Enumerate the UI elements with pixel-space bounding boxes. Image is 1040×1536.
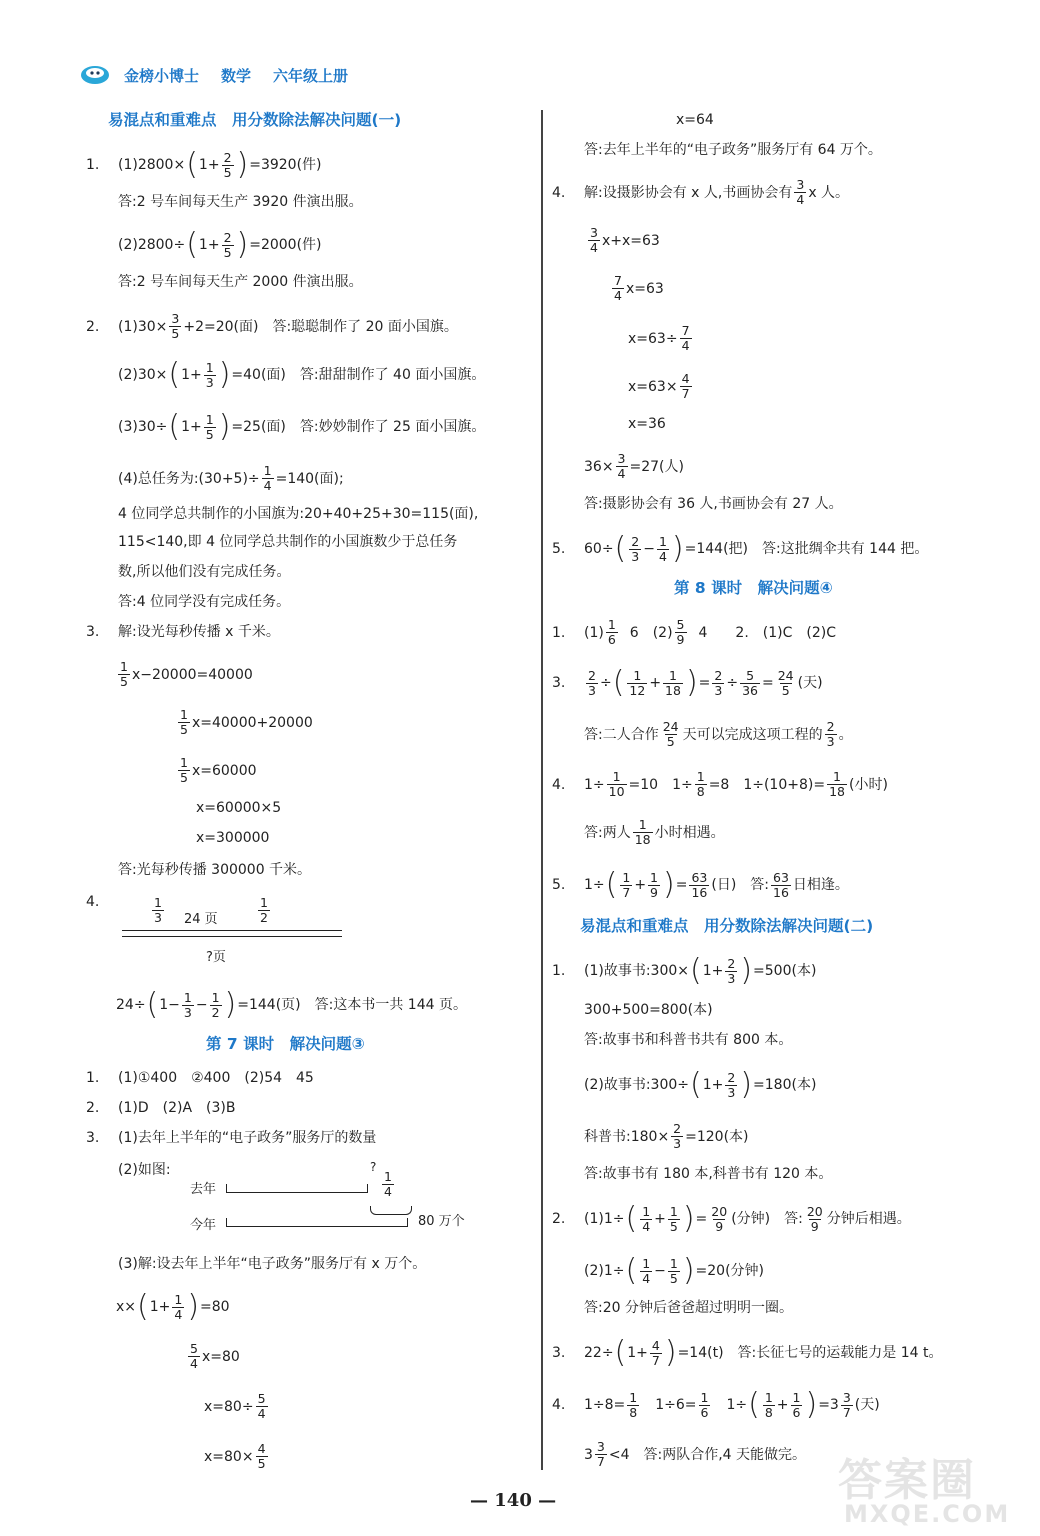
r8-q3: 3. $\frac{2}{3}$ ÷ ( $\frac{1}{12}$ + $\frac{1}{18}$ ) = $\frac{2}{3}$ ÷ $\frac{5}{36}$ = $\frac{24}{5}$ (天)	[552, 665, 823, 700]
q2-line-b: (2)30× ( 1+ $\frac{1}{3}$ ) =40(面) 答:甜甜制作了 40 面小国旗。	[118, 357, 486, 392]
brand-name: 金榜小博士	[124, 66, 200, 85]
q3-eq-1: $\frac{1}{5}$ x−20000=40000	[120, 659, 253, 689]
r-q4-eq-3: x=63÷ $\frac{7}{4}$	[628, 323, 690, 353]
r8-q4: 4. 1÷ $\frac{1}{10}$ =10 1÷ $\frac{1}{8}$ =8 1÷(10+8)= $\frac{1}{18}$ (小时)	[552, 769, 888, 799]
r4-line-2: 3 $\frac{3}{7}$ <4 答:两队合作,4 天能做完。	[584, 1439, 807, 1469]
q2-answer: 答:4 位同学没有完成任务。	[118, 594, 291, 610]
page-header	[80, 62, 370, 88]
r1-line-1: 1. (1)故事书:300× ( 1+ $\frac{2}{3}$ ) =500(本)	[552, 953, 817, 988]
q7-3-line-diagram: 去年 ? $\frac{1}{4}$ 今年 80 万个	[190, 1160, 465, 1233]
brand-logo-icon	[80, 64, 110, 86]
q2-line-5: 4 位同学总共制作的小国旗为:20+40+25+30=115(面),	[118, 506, 479, 522]
r1-line-5: 科普书:180× $\frac{2}{3}$ =120(本)	[584, 1121, 749, 1151]
section-title-3: 第 8 课时 解决问题④	[674, 579, 833, 597]
fraction: $\frac{2}{5}$	[223, 149, 232, 180]
q3-eq-5: x=300000	[196, 830, 270, 846]
q7-3-line-1: 3. (1)去年上半年的“电子政务”服务厅的数量	[86, 1130, 377, 1146]
q3-eq-2: $\frac{1}{5}$ x=40000+20000	[180, 707, 313, 737]
q3-answer: 答:光每秒传播 300000 千米。	[118, 862, 312, 878]
r1-line-6: 答:故事书有 180 本,科普书有 120 本。	[584, 1166, 833, 1182]
watermark	[838, 1444, 1028, 1528]
section-title-1: 易混点和重难点 用分数除法解决问题(一)	[108, 111, 402, 129]
r8-q3-answer: 答:二人合作 $\frac{24}{5}$ 天可以完成这项工程的 $\frac{2}{3}$ 。	[584, 719, 853, 749]
q7-3-eq-1: x× ( 1+ $\frac{1}{4}$ ) =80	[116, 1289, 230, 1324]
r3: 3. 22÷ ( 1+ $\frac{4}{7}$ ) =14(t) 答:长征七号的运载能力是 14 t。	[552, 1335, 943, 1370]
q2-line-6: 115<140,即 4 位同学总共制作的小国旗数少于总任务	[118, 534, 458, 550]
watermark-line-2: MXQE.COM	[844, 1500, 1011, 1528]
q1-answer-a: 答:2 号车间每天生产 3920 件演出服。	[118, 194, 363, 210]
subject-name: 数学	[221, 66, 252, 85]
r-q4-eq-2: $\frac{7}{4}$ x=63	[614, 273, 664, 303]
section-title-4: 易混点和重难点 用分数除法解决问题(二)	[580, 917, 874, 935]
q4-segment-diagram: $\frac{1}{3}$ $\frac{1}{2}$ 24 页 ?页	[146, 896, 316, 966]
r2-answer: 答:20 分钟后爸爸超过明明一圈。	[584, 1300, 793, 1316]
column-divider	[541, 110, 543, 1470]
q1-line-a: 1. (1)2800× ( 1+ $\frac{2}{5}$ ) =3920(件)	[86, 147, 322, 182]
q2-line-a: 2. (1)30× $\frac{3}{5}$ +2=20(面) 答:聪聪制作了 20 面小国旗。	[86, 311, 458, 341]
r-q4-eq-6: 36× $\frac{3}{4}$ =27(人)	[584, 451, 684, 481]
q4-calc: 24÷ ( 1− $\frac{1}{3}$ − $\frac{1}{2}$ ) =144(页) 答:这本书一共 144 页。	[116, 987, 467, 1022]
q7-3-line-2: (2)如图:	[118, 1162, 171, 1178]
q1-line-b: (2)2800÷ ( 1+ $\frac{2}{5}$ ) =2000(件)	[118, 227, 322, 262]
r-q4-eq-5: x=36	[628, 416, 666, 432]
q3-eq-4: x=60000×5	[196, 800, 282, 816]
r1-line-4: (2)故事书:300÷ ( 1+ $\frac{2}{3}$ ) =180(本)	[584, 1067, 817, 1102]
q7-3-eq-2: $\frac{5}{4}$ x=80	[190, 1341, 240, 1371]
q7-3-eq-4: x=80× $\frac{4}{5}$	[204, 1441, 266, 1471]
q7-3-line-3: (3)解:设去年上半年“电子政务”服务厅有 x 万个。	[118, 1256, 427, 1272]
r8-q5: 5. 1÷ ( $\frac{1}{7}$ + $\frac{1}{9}$ ) = $\frac{63}{16}$ (日) 答: $\frac{63}{16}$ 日相逢。	[552, 867, 849, 902]
q7-3-eq-3: x=80÷ $\frac{5}{4}$	[204, 1391, 266, 1421]
r-q5: 5. 60÷ ( $\frac{2}{3}$ − $\frac{1}{4}$ ) =144(把) 答:这批绸伞共有 144 把。	[552, 531, 929, 566]
r2-line-1: 2. (1)1÷ ( $\frac{1}{4}$ + $\frac{1}{5}$ ) = $\frac{20}{9}$ (分钟) 答: $\frac{20}{9}$ 分钟后相遇。	[552, 1201, 911, 1236]
q1-answer-b: 答:2 号车间每天生产 2000 件演出服。	[118, 274, 363, 290]
q4-bottom-label: ?页	[206, 950, 226, 965]
q3-line-1: 3. 解:设光每秒传播 x 千米。	[86, 624, 280, 640]
r1-line-2: 300+500=800(本)	[584, 1002, 713, 1018]
page-number: — 140 —	[470, 1490, 557, 1511]
r-top-answer: 答:去年上半年的“电子政务”服务厅有 64 万个。	[584, 142, 882, 158]
r4-line-1: 4. 1÷8= $\frac{1}{8}$ 1÷6= $\frac{1}{6}$ 1÷ ( $\frac{1}{8}$ + $\frac{1}{6}$ ) =3 $\frac{3}{7}$ (天)	[552, 1387, 880, 1422]
q4-mid-label: 24 页	[184, 912, 218, 927]
r8-q4-answer: 答:两人 $\frac{1}{18}$ 小时相遇。	[584, 817, 725, 847]
r-q4-eq-4: x=63× $\frac{4}{7}$	[628, 371, 690, 401]
grade-name: 六年级上册	[273, 66, 349, 85]
q4-number: 4.	[86, 894, 100, 910]
r-top-eq: x=64	[676, 112, 714, 128]
r2-line-2: (2)1÷ ( $\frac{1}{4}$ − $\frac{1}{5}$ ) =20(分钟)	[584, 1253, 765, 1288]
q2-line-d: (4)总任务为:(30+5)÷ $\frac{1}{4}$ =140(面);	[118, 463, 344, 493]
q7-1: 1. (1)①400 ②400 (2)54 45	[86, 1070, 314, 1086]
q2-line-c: (3)30÷ ( 1+ $\frac{1}{5}$ ) =25(面) 答:妙妙制作了 25 面小国旗。	[118, 409, 486, 444]
section-title-2: 第 7 课时 解决问题③	[206, 1035, 365, 1053]
r-q4-line-1: 4. 解:设摄影协会有 x 人,书画协会有 $\frac{3}{4}$ x 人。	[552, 177, 850, 207]
r8-q1: 1. (1) $\frac{1}{6}$ 6 (2) $\frac{5}{9}$ 4 2. (1)C (2)C	[552, 617, 836, 647]
watermark-line-1: 答案圈	[838, 1455, 976, 1506]
q3-eq-3: $\frac{1}{5}$ x=60000	[180, 755, 257, 785]
r1-line-3: 答:故事书和科普书共有 800 本。	[584, 1032, 793, 1048]
r-q4-eq-1: $\frac{3}{4}$ x+x=63	[590, 225, 660, 255]
q2-line-7: 数,所以他们没有完成任务。	[118, 564, 291, 580]
q7-2: 2. (1)D (2)A (3)B	[86, 1100, 236, 1116]
r-q4-answer: 答:摄影协会有 36 人,书画协会有 27 人。	[584, 496, 843, 512]
